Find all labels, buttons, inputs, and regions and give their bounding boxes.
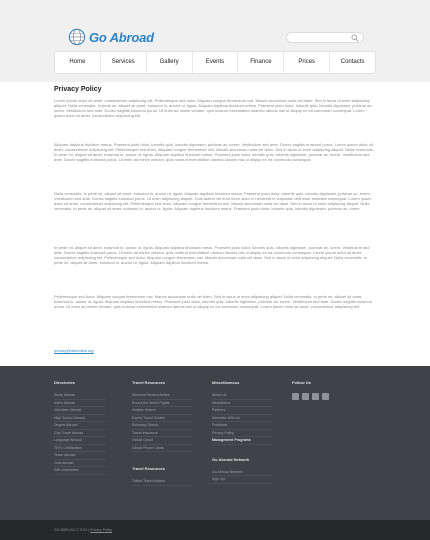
footer-link[interactable]: Global Circuit	[132, 437, 192, 445]
footer-col-title: Directories	[54, 380, 75, 385]
logo-text: Go Abroad	[89, 29, 154, 45]
facebook-icon[interactable]	[302, 393, 309, 400]
footer-link[interactable]: Intern Abroad	[54, 400, 106, 408]
paragraph: In pede mi, aliquet sit amet, euismod in, auctor ut, ligula. Aliquam dapibus tincidunt metus. Praesent justo dolor, lobortis quis, lobortis dignissim, pulvinar ac, lorem. Vestibulum sed ante. Donec sagittis euismod purus. Ut enim ad minim veniam, quis nostrud exercitation ullamco laboris nisi ut aliquip ex ea commodo consequat. Lorem ipsum dolor sit amet, consectetuer adipiscing elit. Pellentesque sed dolor. Aliquam congue fermentum nisl. Mauris accumsan nulla vel diam. Sed in lacus ut enim adipiscing aliquet. Nulla venenatis. In pede mi, aliquet sit amet, euismod in, auctor ut, ligula. Aliquam dapibus tincidunt metus.	[54, 245, 370, 265]
footer-link[interactable]: Round the World Flights	[132, 400, 192, 408]
nav-finance[interactable]: Finance	[237, 52, 283, 73]
footer-link[interactable]: Discount Student Airfare	[132, 392, 192, 400]
footer-link[interactable]: Privacy Policy	[212, 430, 272, 438]
footer-link[interactable]: Go Abroad Network	[212, 469, 272, 477]
search-icon[interactable]	[351, 34, 359, 42]
footer-link[interactable]: TEFL Certification	[54, 445, 106, 453]
paragraph: Lorem ipsum dolor sit amet, consectetuer adipiscing elit. Pellentesque sed dolor. Aliquam congue fermentum nisl. Mauris accumsan nulla vel diam. Sed in lacus ut enim adipiscing aliquet. Nulla venenatis. In pede mi, aliquet sit amet, euismod in, auctor ut, ligula. Aliquam dapibus tincidunt metus. Praesent justo dolor, lobortis quis, lobortis dignissim, pulvinar ac, lorem. Vestibulum sed ante. Donec sagittis euismod purus. Ut enim ad minim veniam, quis nostrud exercitation ullamco laboris nisi ut aliquip ex ea commodo consequat. Lorem ipsum dolor sit amet, consectetuer adipiscing elit.	[54, 98, 373, 118]
footer-link[interactable]: High School Abroad	[54, 415, 106, 423]
footer-link[interactable]: Online Travel Articles	[132, 478, 192, 486]
footer-link[interactable]: Gap Travel Abroad	[54, 430, 106, 438]
footer-link[interactable]: Feedback	[212, 422, 272, 430]
footer-link[interactable]: Management Programs	[212, 437, 272, 445]
page-title: Privacy Policy	[54, 86, 102, 93]
bottom-bar	[0, 520, 430, 540]
footer-link[interactable]: Newsletters	[212, 400, 272, 408]
footer-col-miscellaneous	[212, 380, 272, 484]
search-box	[286, 32, 364, 43]
footer-link[interactable]: Gift Universities	[54, 467, 106, 475]
header	[0, 0, 430, 82]
privacy-policy-link[interactable]: Privacy Policy	[90, 528, 112, 532]
globe-icon	[68, 28, 86, 46]
footer-link[interactable]: About Us	[212, 392, 272, 400]
main-nav	[54, 51, 376, 74]
email-link[interactable]: privacy@demolink.org	[54, 348, 94, 353]
footer-col-title: Follow Us	[292, 380, 311, 385]
footer-link[interactable]: Language Abroad	[54, 437, 106, 445]
nav-contacts[interactable]: Contacts	[329, 52, 375, 73]
twitter-icon[interactable]	[292, 393, 299, 400]
footer-link[interactable]: Teach Abroad	[54, 452, 106, 460]
footer-link[interactable]: Embassy Search	[132, 422, 192, 430]
nav-gallery[interactable]: Gallery	[146, 52, 192, 73]
footer-col-title: Go Abroad Network	[212, 456, 250, 462]
paragraph: Aliquam dapibus tincidunt metus. Praesent justo dolor, lobortis quis, lobortis dignissim, pulvinar ac, lorem. Vestibulum sed ante. Donec sagittis euismod purus. Lorem ipsum dolor sit amet, consectetuer adipiscing elit. Pellentesque sed dolor. Aliquam congue fermentum nisl. Mauris accumsan nulla vel diam. Sed in lacus ut enim adipiscing aliquet. Nulla venenatis. In pede mi, aliquet sit amet, euismod in, auctor ut, ligula. Aliquam dapibus tincidunt metus. Praesent justo dolor, lobortis quis, lobortis dignissim, pulvinar ac, lorem. Vestibulum sed ante. Donec sagittis euismod purus. Ut enim ad minim veniam, quis nostrud exercitation ullamco laboris nisi ut aliquip ex ea commodo consequat.	[54, 142, 374, 162]
nav-services[interactable]: Services	[100, 52, 146, 73]
footer-link[interactable]: Expert Travel Guides	[132, 415, 192, 423]
footer-col-title: Miscellaneous	[212, 380, 240, 385]
logo[interactable]	[68, 28, 154, 46]
nav-prices[interactable]: Prices	[283, 52, 329, 73]
footer-col-follow	[292, 380, 329, 400]
footer-link[interactable]: Travel Insurance	[132, 430, 192, 438]
footer-link[interactable]: Hostels Search	[132, 407, 192, 415]
nav-events[interactable]: Events	[192, 52, 238, 73]
footer-link[interactable]: Volunteer Abroad	[54, 407, 106, 415]
nav-home[interactable]: Home	[69, 59, 86, 65]
footer-col-directories	[54, 380, 106, 475]
footer-link[interactable]: Global Phone Cards	[132, 445, 192, 453]
footer-col-title: Travel Resources	[132, 466, 166, 471]
copyright	[54, 528, 112, 532]
footer-col-travel-resources	[132, 380, 192, 486]
footer-link[interactable]: Jobs Abroad	[54, 460, 106, 468]
footer	[0, 366, 430, 520]
footer-link[interactable]: Sign Up!	[212, 476, 272, 484]
paragraph: Pellentesque sed dolor. Aliquam congue fermentum nisl. Mauris accumsan nulla vel diam. Sed in lacus ut enim adipiscing aliquet. Nulla venenatis. In pede mi, aliquet sit amet, euismod in, auctor ut, ligula. Aliquam dapibus tincidunt metus. Praesent justo dolor, lobortis quis, lobortis dignissim, pulvinar ac, lorem. Vestibulum sed ante. Donec sagittis euismod purus. Ut enim ad minim veniam, quis nostrud exercitation ullamco laboris nisi ut aliquip ex ea commodo consequat. Lorem ipsum dolor sit amet, consectetuer adipiscing elit.	[54, 294, 372, 309]
footer-link[interactable]: Partners	[212, 407, 272, 415]
search-input[interactable]	[293, 33, 351, 42]
footer-link[interactable]: Advertise With Us	[212, 415, 272, 423]
social-icons	[292, 393, 329, 400]
paragraph: Nulla venenatis. In pede mi, aliquet sit amet, euismod in, auctor ut, ligula. Aliquam dapibus tincidunt metus. Praesent justo dolor, lobortis quis, lobortis dignissim, pulvinar ac, lorem. Vestibulum sed ante. Donec sagittis euismod purus. Ut enim adipiscing aliquet. Duis autem vel eum iriure dolor in hendrerit in vulputate velit esse molestie consequat. Lorem ipsum dolor sit amet, consectetuer adipiscing elit. Pellentesque sed dolor. Aliquam congue fermentum nisl. Mauris accumsan nulla vel diam. Sed in lacus ut enim adipiscing aliquet. Nulla venenatis. In pede mi, aliquet sit amet, euismod in, auctor ut, ligula. Aliquam dapibus tincidunt metus. Praesent justo dolor, lobortis quis, lobortis dignissim, pulvinar ac, lorem.	[54, 191, 372, 211]
main-content	[54, 86, 376, 357]
footer-link[interactable]: Degree Abroad	[54, 422, 106, 430]
footer-col-title: Travel Resources	[132, 380, 166, 385]
copyright-text: GO ABROAD © 2013 |	[54, 528, 90, 532]
rss-icon[interactable]	[322, 393, 329, 400]
flickr-icon[interactable]	[312, 393, 319, 400]
footer-link[interactable]: Study Abroad	[54, 392, 106, 400]
